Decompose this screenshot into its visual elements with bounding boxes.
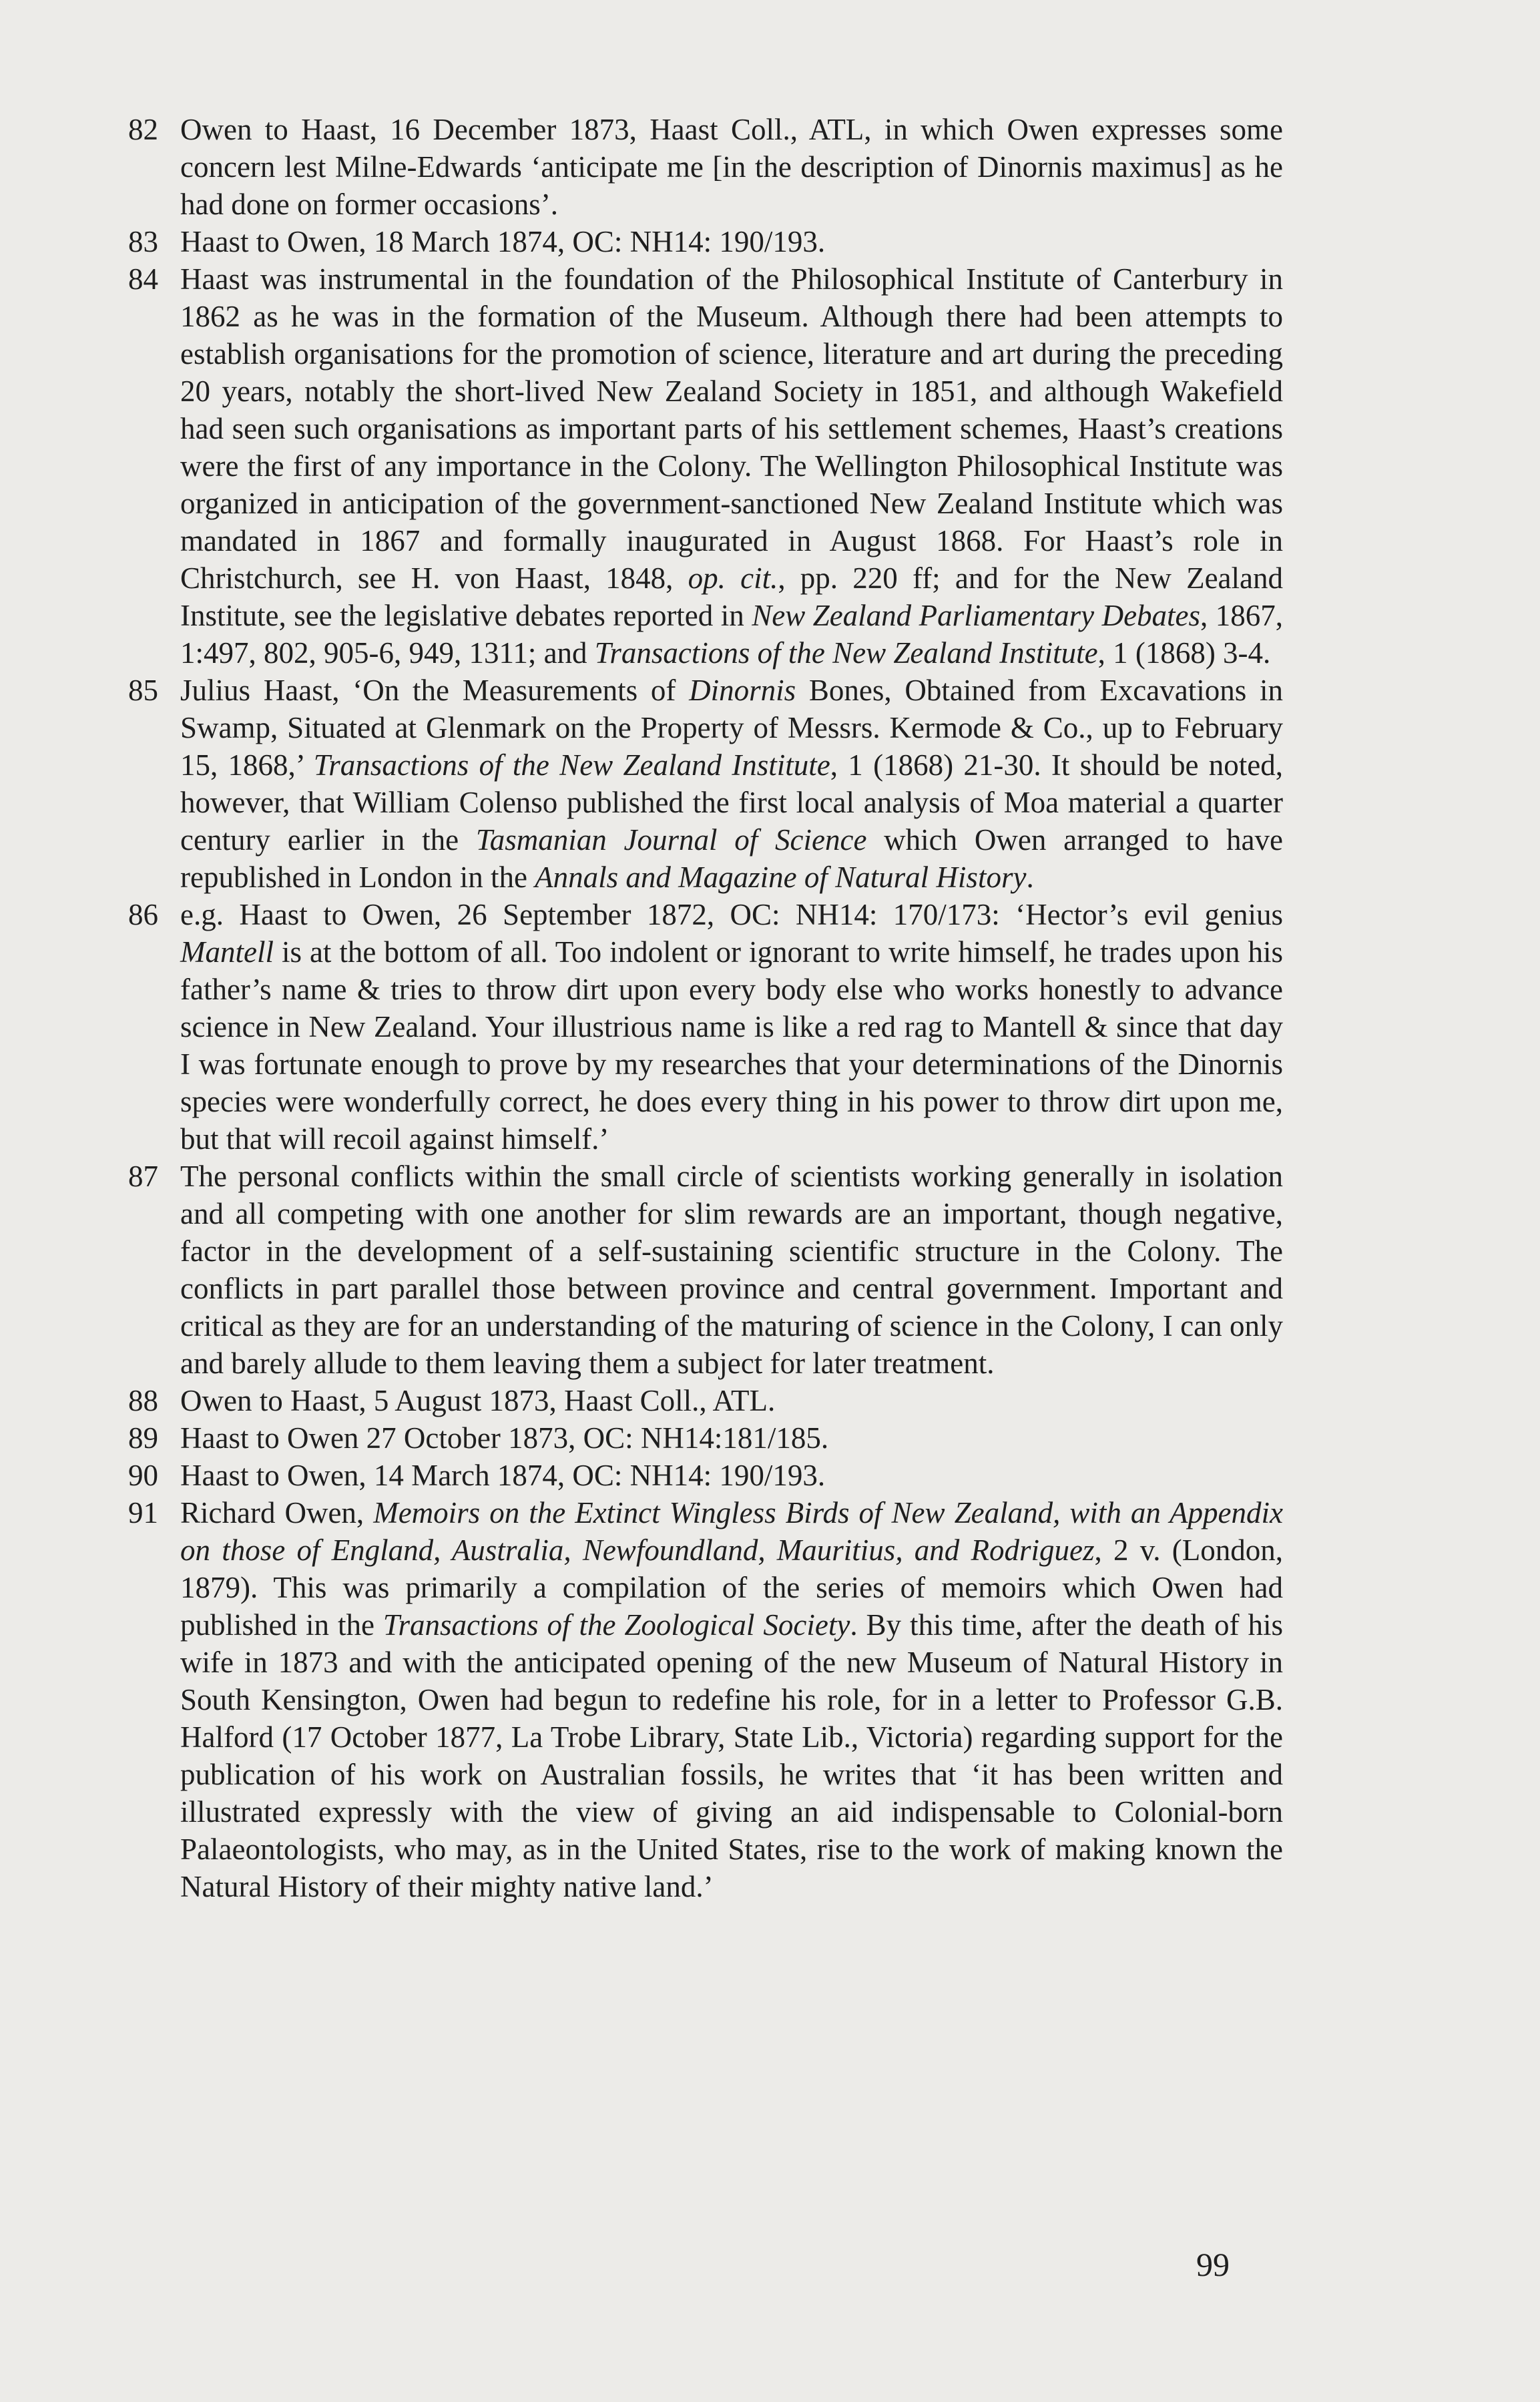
endnote-text [180,113,1283,221]
endnote-text [180,1384,775,1417]
endnote-text [180,674,1283,894]
text-run: , 1867, 1:497, 802, 905-6, 949, 1311; and [180,599,1284,670]
italic-title: Annals and Magazine of Natural History [535,861,1027,894]
italic-title: New Zealand Parliamentary Debates [752,599,1201,632]
endnote-number: 89 [128,1421,158,1455]
text-run: Richard Owen, [180,1496,374,1529]
italic-title: op. cit. [688,561,778,595]
endnote-number: 86 [128,898,158,931]
text-run: , 1 (1868) 21-30. It should be noted, however, that William Colenso published the first local analysis of Moa material a quarter century earlier in the [180,748,1283,857]
endnote-text [180,1160,1283,1380]
text-run: Julius Haast, ‘On the Measurements of [180,674,690,707]
text-run: The personal conflicts within the small circle of scientists working generally in isolation and all competing with one another for slim rewards are an important, though negative, factor in the development of a self-sustaining scientific structure in the Colony. The conflicts in part parallel those between province and central government. Important and critical as they are for an understanding of the maturing of science in the Colony, I can only and barely allude to them leaving them a subject for later treatment. [180,1160,1283,1380]
endnote-number: 84 [128,262,158,296]
italic-title: Dinornis [689,674,796,707]
italic-title: Transactions of the New Zealand Institute [313,748,830,782]
endnote-number: 88 [128,1384,158,1417]
text-run: Haast to Owen, 18 March 1874, OC: NH14: 190/193. [180,225,826,258]
endnote-83 [128,223,1283,260]
endnote-85 [128,672,1283,896]
text-run: Haast to Owen, 14 March 1874, OC: NH14: 190/193. [180,1459,826,1492]
endnote-text [180,898,1283,1156]
text-run: . [1026,861,1034,894]
endnote-number: 82 [128,113,158,146]
text-run: Owen to Haast, 5 August 1873, Haast Coll., ATL. [180,1384,776,1417]
italic-title: Tasmanian Journal of Science [475,823,867,857]
page-number: 99 [1196,2246,1230,2283]
text-run: e.g. Haast to Owen, 26 September 1872, OC: NH14: 170/173: ‘Hector’s evil genius [180,898,1283,931]
endnote-89 [128,1419,1283,1457]
italic-title: Transactions of the New Zealand Institute [594,636,1098,670]
text-run: , pp. 220 ff; and for the New Zealand Institute, see the legislative debates reported in [180,561,1283,632]
endnote-text [180,1459,825,1492]
text-run: is at the bottom of all. Too indolent or ignorant to write himself, he trades upon his father’s name & tries to throw dirt upon every body else who works honestly to advance science in New Zealand. Your illustrious name is like a red rag to Mantell & since that day I was fortunate enough to prove by my researches that your determinations of the Dinornis species were wonderfully correct, he does every thing in his power to throw dirt upon me, but that will recoil against himself.’ [180,935,1283,1156]
endnote-number: 83 [128,225,158,258]
endnote-number: 90 [128,1459,158,1492]
text-run: . By this time, after the death of his wife in 1873 and with the anticipated opening of the new Museum of Natural History in South Kensington, Owen had begun to redefine his role, for in a letter to Professor G.B. Halford (17 October 1877, La Trobe Library, State Lib., Victoria) regarding support for the publication of his work on Australian fossils, he writes that ‘it has been written and illustrated expressly with the view of giving an aid indispensable to Colonial-born Palaeontologists, who may, as in the United States, rise to the work of making known the Natural History of their mighty native land.’ [180,1608,1284,1903]
endnote-87 [128,1158,1283,1382]
text-run: Bones, Obtained from Excavations in Swamp, Situated at Glenmark on the Property of Messrs. Kermode & Co., up to February 15, 1868,’ [180,674,1283,782]
text-run: , 2 v. (London, 1879). This was primarily a compilation of the series of memoirs which Owen had published in the [180,1533,1283,1642]
text-run: Haast was instrumental in the foundation of the Philosophical Institute of Canterbury in 1862 as he was in the formation of the Museum. Although there had been attempts to establish organisations for the promotion of science, literature and art during the preceding 20 years, notably the short-lived New Zealand Society in 1851, and although Wakefield had seen such organisations as important parts of his settlement schemes, Haast’s creations were the first of any importance in the Colony. The Wellington Philosophical Institute was organized in anticipation of the government-sanctioned New Zealand Institute which was mandated in 1867 and formally inaugurated in August 1868. For Haast’s role in Christchurch, see H. von Haast, 1848, [180,262,1283,595]
text-run: which Owen arranged to have republished in London in the [180,823,1283,894]
text-run: Owen to Haast, 16 December 1873, Haast Coll., ATL, in which Owen expresses some concern lest Milne-Edwards ‘anticipate me [in the description of Dinornis maximus] as he had done on former occasions’. [180,113,1283,221]
endnotes-list [128,111,1283,1905]
italic-title: Transactions of the Zoological Society [382,1608,850,1642]
endnote-text [180,1421,828,1455]
endnote-82 [128,111,1283,223]
endnote-88 [128,1382,1283,1419]
text-run: Haast to Owen 27 October 1873, OC: NH14:181/185. [180,1421,829,1455]
endnote-number: 87 [128,1160,158,1193]
text-run: , 1 (1868) 3-4. [1097,636,1271,670]
endnote-text [180,1496,1283,1903]
endnote-84 [128,260,1283,672]
endnote-number: 85 [128,674,158,707]
endnote-91 [128,1494,1283,1905]
italic-title: Memoirs on the Extinct Wingless Birds of New Zealand, with an Appendix on those of England, Australia, Newfoundland, Mauritius, and Rodriguez [180,1496,1283,1567]
endnote-86 [128,896,1283,1158]
endnote-text [180,262,1283,670]
italic-title: Mantell [180,935,274,969]
endnote-number: 91 [128,1496,158,1529]
endnote-text [180,225,825,258]
endnote-90 [128,1457,1283,1494]
